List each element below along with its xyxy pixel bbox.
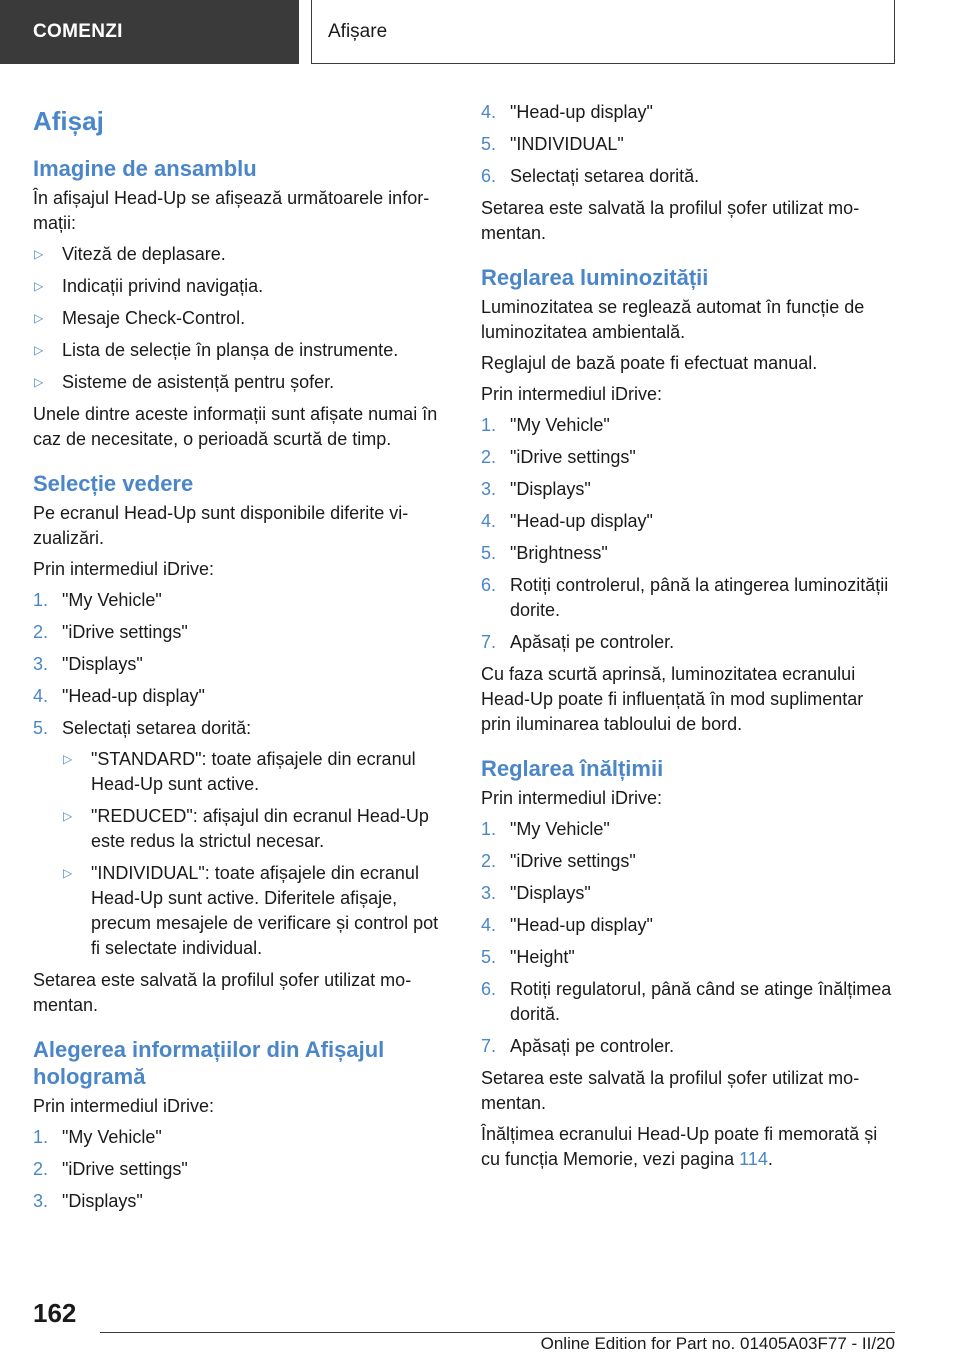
brightness-via: Prin intermediul iDrive: xyxy=(481,384,663,404)
page-reference-link[interactable]: 114 xyxy=(739,1149,768,1169)
step-item: 4. "Head-up display" xyxy=(481,913,897,938)
step-number: 6. xyxy=(481,166,497,186)
right-column xyxy=(481,100,897,1178)
triangle-bullet-icon: ▷ xyxy=(63,809,73,823)
left-column xyxy=(33,100,449,1221)
step-number: 3. xyxy=(33,654,49,674)
hologram-steps xyxy=(33,1125,449,1214)
view-selection-via: Prin intermediul iDrive: xyxy=(33,559,215,579)
view-selection-intro: Pe ecranul Head-Up sunt disponibile diferite vizualizări. xyxy=(33,503,409,548)
hologram-via: Prin intermediul iDrive: xyxy=(33,1096,215,1116)
step-item: 5. "Height" xyxy=(481,945,897,970)
view-selection-saved: Setarea este salvată la profilul șofer utilizat momentan. xyxy=(33,970,412,1015)
topic-title: Afișare xyxy=(311,0,895,64)
height-via: Prin intermediul iDrive: xyxy=(481,788,663,808)
height-saved: Setarea este salvată la profilul șofer utilizat momentan. xyxy=(481,1068,860,1113)
step-number: 5. xyxy=(33,718,49,738)
step-item: 2. "iDrive settings" xyxy=(481,849,897,874)
step-item: 2. "iDrive settings" xyxy=(33,620,449,645)
overview-list xyxy=(33,242,449,395)
heading-brightness: Reglarea luminozității xyxy=(481,265,709,290)
step-item: 6. Selectați setarea dorită. xyxy=(481,164,897,189)
step-number: 7. xyxy=(481,632,497,652)
edition-text: Online Edition for Part no. 01405A03F77 - II/20 xyxy=(540,1334,895,1353)
footer-divider xyxy=(100,1332,895,1333)
step-item: 1. "My Vehicle" xyxy=(481,817,897,842)
step-item: 6. Rotiți controlerul, până la atingerea luminozității dorite. xyxy=(481,575,889,620)
bullet-item: ▷ "STANDARD": toate afișajele din ecranul Head-Up sunt active. xyxy=(63,749,416,794)
heading-height: Reglarea înălțimii xyxy=(481,756,664,781)
step-number: 4. xyxy=(481,102,497,122)
step-item: 2. "iDrive settings" xyxy=(33,1157,449,1182)
step-item: 5. Selectați setarea dorită: ▷ "STANDARD": toate afișajele din ecranul Head-Up sunt active. ▷ "REDUCED": afișajul din ecranul Head-Up este redus la strictul necesar. ▷ "INDIVIDUAL": toate afișajele din ecranul Head-Up sunt active. Diferitele afișaje, precum mesajele de verificare și control pot fi selectate individual. xyxy=(33,716,449,961)
step-item: 3. "Displays" xyxy=(33,1189,449,1214)
height-steps xyxy=(481,817,897,1059)
step-item: 1. "My Vehicle" xyxy=(481,413,897,438)
step-number: 5. xyxy=(481,543,497,563)
step-item: 7. Apăsați pe controler. xyxy=(481,630,897,655)
bullet-item: ▷ "REDUCED": afișajul din ecranul Head-Up este redus la strictul necesar. xyxy=(63,806,429,851)
view-selection-steps xyxy=(33,588,449,961)
step-item: 3. "Displays" xyxy=(33,652,449,677)
triangle-bullet-icon: ▷ xyxy=(34,311,44,325)
triangle-bullet-icon: ▷ xyxy=(63,866,73,880)
step-item: 1. "My Vehicle" xyxy=(33,588,449,613)
triangle-bullet-icon: ▷ xyxy=(63,752,73,766)
bullet-item: ▷ "INDIVIDUAL": toate afișajele din ecranul Head-Up sunt active. Diferitele afișaje, precum mesajele de verificare și control pot fi selectate individual. xyxy=(63,863,439,958)
heading-hologram-info: Alegerea informațiilor din Afișajul hologramă xyxy=(33,1037,385,1089)
brightness-note: Cu faza scurtă aprinsă, luminozitatea ecranului Head-Up poate fi influențată în mod suplimentar prin iluminarea tabloului de bord. xyxy=(481,664,864,734)
step-number: 3. xyxy=(481,883,497,903)
step-number: 2. xyxy=(481,851,497,871)
step-number: 2. xyxy=(33,1159,49,1179)
triangle-bullet-icon: ▷ xyxy=(34,375,44,389)
brightness-p1: Luminozitatea se reglează automat în funcție de luminozitatea ambientală. xyxy=(481,297,865,342)
page-number: 162 xyxy=(33,1298,77,1328)
heading-view-selection: Selecție vedere xyxy=(33,471,194,496)
hologram-steps-cont xyxy=(481,100,897,189)
section-title: COMENZI xyxy=(0,0,299,64)
step-item: 4. "Head-up display" xyxy=(481,100,897,125)
view-options-list xyxy=(62,747,449,961)
step-number: 3. xyxy=(481,479,497,499)
step-number: 2. xyxy=(33,622,49,642)
triangle-bullet-icon: ▷ xyxy=(34,343,44,357)
step-number: 4. xyxy=(481,511,497,531)
step-number: 2. xyxy=(481,447,497,467)
step-number: 6. xyxy=(481,979,497,999)
hologram-saved: Setarea este salvată la profilul șofer utilizat momentan. xyxy=(481,198,860,243)
step-item: 5. "Brightness" xyxy=(481,541,897,566)
overview-note: Unele dintre aceste informații sunt afișate numai în caz de necesitate, o perioadă scurtă de timp. xyxy=(33,404,438,449)
height-memory-note: Înălțimea ecranului Head-Up poate fi memorată și cu funcția Memorie, vezi pagina 114. xyxy=(481,1124,878,1169)
step-number: 1. xyxy=(481,819,497,839)
brightness-steps xyxy=(481,413,897,655)
bullet-item: ▷ Sisteme de asistență pentru șofer. xyxy=(33,370,449,395)
step-item: 4. "Head-up display" xyxy=(33,684,449,709)
step-number: 5. xyxy=(481,947,497,967)
step-number: 1. xyxy=(33,1127,49,1147)
step-number: 5. xyxy=(481,134,497,154)
heading-overview: Imagine de ansamblu xyxy=(33,156,257,181)
step-number: 4. xyxy=(33,686,49,706)
step-number: 1. xyxy=(481,415,497,435)
step-number: 7. xyxy=(481,1036,497,1056)
bullet-item: ▷ Lista de selecție în planșa de instrumente. xyxy=(33,338,449,363)
step-number: 6. xyxy=(481,575,497,595)
step-item: 5. "INDIVIDUAL" xyxy=(481,132,897,157)
bullet-item: ▷ Indicații privind navigația. xyxy=(33,274,449,299)
step-item: 2. "iDrive settings" xyxy=(481,445,897,470)
step-item: 1. "My Vehicle" xyxy=(33,1125,449,1150)
step-number: 4. xyxy=(481,915,497,935)
triangle-bullet-icon: ▷ xyxy=(34,279,44,293)
page-footer xyxy=(0,1290,960,1362)
step-item: 4. "Head-up display" xyxy=(481,509,897,534)
step-number: 1. xyxy=(33,590,49,610)
step-item: 3. "Displays" xyxy=(481,477,897,502)
step-item: 7. Apăsați pe controler. xyxy=(481,1034,897,1059)
bullet-item: ▷ Mesaje Check-Control. xyxy=(33,306,449,331)
brightness-p2: Reglajul de bază poate fi efectuat manual. xyxy=(481,353,818,373)
step-item: 3. "Displays" xyxy=(481,881,897,906)
overview-intro: În afișajul Head-Up se afișează următoarele informații: xyxy=(33,188,430,233)
step-number: 3. xyxy=(33,1191,49,1211)
page-title: Afișaj xyxy=(33,106,104,136)
triangle-bullet-icon: ▷ xyxy=(34,247,44,261)
page-header xyxy=(0,0,960,66)
step-item: 6. Rotiți regulatorul, până când se atinge înălțimea dorită. xyxy=(481,979,892,1024)
bullet-item: ▷ Viteză de deplasare. xyxy=(33,242,449,267)
